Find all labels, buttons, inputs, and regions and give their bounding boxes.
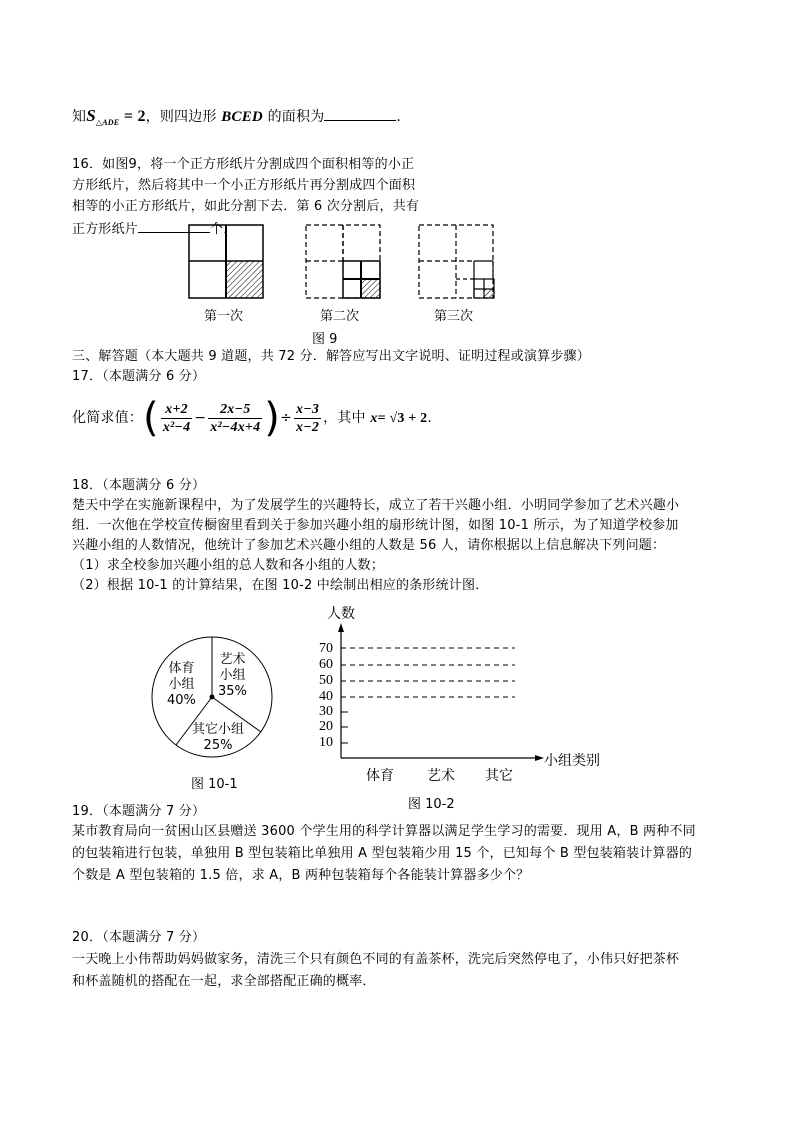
fraction-3: $\frac{x-3}{x-2}$ <box>296 401 320 435</box>
square-second <box>306 225 380 298</box>
caption-first: 第一次 <box>204 309 244 324</box>
bar-label: 图 10-2 <box>408 797 455 812</box>
shape-name: BCED <box>221 109 263 125</box>
q17-header: 17．（本题满分 6 分） <box>72 369 206 384</box>
bar-x-title: 小组类别 <box>544 753 600 769</box>
bar-y-tick-10: 10 <box>319 735 333 750</box>
q17-formula <box>72 396 432 441</box>
q18-line-4: （1）求全校参加兴趣小组的总人数和各小组的人数； <box>72 558 385 573</box>
pie-label: 图 10-1 <box>191 777 238 792</box>
q15-end: . <box>396 109 402 125</box>
bar-y-title: 人数 <box>327 606 355 622</box>
fraction-2: $\frac{2x-5}{\text{x²−4x+4}}$ <box>210 401 261 435</box>
fraction-1: $\frac{x+2}{\text{x²−4}}$ <box>162 401 191 435</box>
divide-sign: ÷ <box>280 410 293 426</box>
q17-prefix: 化简求值： <box>72 410 143 426</box>
q19-line-1: 某市教育局向一贫困山区县赠送 3600 个学生用的科学计算器以满足学生学习的需要．现用 A，B 两种不同 <box>72 824 696 839</box>
cond-eq: = √3 + 2 <box>377 411 428 426</box>
caption-second: 第二次 <box>320 309 360 324</box>
area-symbol: S <box>86 106 96 125</box>
area-value: = 2 <box>123 108 146 125</box>
bar-chart-axes <box>300 620 550 765</box>
q16-line-2: 方形纸片，然后将其中一个小正方形纸片再分割成四个面积 <box>72 178 416 193</box>
left-paren: ( <box>143 395 159 441</box>
q16-last-prefix: 正方形纸片 <box>72 222 139 237</box>
q20-line-2: 和杯盖随机的搭配在一起，求全部搭配正确的概率． <box>72 974 376 989</box>
q18-header: 18．（本题满分 6 分） <box>72 478 206 493</box>
bar-y-tick-20: 20 <box>319 719 333 734</box>
q18-line-3: 兴趣小组的人数情况，他统计了参加艺术兴趣小组的人数是 56 人，请你根据以上信息解决下列问题： <box>72 538 666 553</box>
square-first <box>189 225 263 298</box>
q20-header: 20．（本题满分 7 分） <box>72 930 206 945</box>
figure-9-label: 图 9 <box>312 332 338 347</box>
section-heading: 三、解答题（本大题共 9 道题，共 72 分．解答应写出文字说明、证明过程或演算步骤） <box>72 349 590 364</box>
q15-suffix: 的面积为 <box>267 109 325 125</box>
q18-line-5: （2）根据 10-1 的计算结果，在图 10-2 中绘制出相应的条形统计图． <box>72 578 489 593</box>
bar-y-tick-50: 50 <box>319 673 333 688</box>
caption-third: 第三次 <box>434 309 474 324</box>
q19-line-2: 的包装箱进行包装，单独用 B 型包装箱比单独用 A 型包装箱少用 15 个，已知每个 B 型包装箱装计算器的 <box>72 846 693 861</box>
pie-slice-sports: 体育 小组 40% <box>167 661 196 708</box>
bar-cat-sports: 体育 <box>366 768 394 784</box>
pie-slice-art: 艺术 小组 35% <box>218 652 247 699</box>
right-paren: ) <box>264 395 281 441</box>
bar-y-tick-40: 40 <box>319 689 333 704</box>
q20-line-1: 一天晚上小伟帮助妈妈做家务，清洗三个只有颜色不同的有盖茶杯，洗完后突然停电了，小伟只好把茶杯 <box>72 952 680 967</box>
q19-header: 19．（本题满分 7 分） <box>72 804 206 819</box>
q16-last-suffix: 个． <box>210 222 237 237</box>
cond-var: x <box>370 411 378 426</box>
minus-sign: − <box>194 410 207 426</box>
area-subscript: △ADE <box>95 117 120 127</box>
q16-line-3: 相等的小正方形纸片，如此分割下去．第 6 次分割后，共有 <box>72 199 420 214</box>
bar-cat-other: 其它 <box>485 768 513 784</box>
q17-end: . <box>427 410 433 426</box>
pie-slice-other: 其它小组 25% <box>192 722 245 753</box>
bar-y-tick-60: 60 <box>319 657 333 672</box>
bar-cat-art: 艺术 <box>427 768 455 784</box>
figure-9 <box>0 0 794 340</box>
q18-line-2: 组．一次他在学校宣传橱窗里看到关于参加兴趣小组的扇形统计图，如图 10-1 所示，为了知道学校参加 <box>72 518 679 533</box>
bar-y-tick-30: 30 <box>319 704 333 719</box>
q18-line-1: 楚天中学在实施新课程中，为了发展学生的兴趣特长，成立了若干兴趣小组．小明同学参加了艺术兴趣小 <box>72 498 680 513</box>
q16-line-1: 16．如图9，将一个正方形纸片分割成四个面积相等的小正 <box>72 157 415 172</box>
q19-line-3: 个数是 A 型包装箱的 1.5 倍，求 A，B 两种包装箱每个各能装计算器多少个？ <box>72 868 530 883</box>
q15-prefix: 知 <box>72 109 87 125</box>
q17-mid: ，其中 <box>323 410 366 426</box>
square-third <box>419 225 494 298</box>
bar-y-tick-70: 70 <box>319 641 333 656</box>
q15-mid: ，则四边形 <box>145 109 217 125</box>
